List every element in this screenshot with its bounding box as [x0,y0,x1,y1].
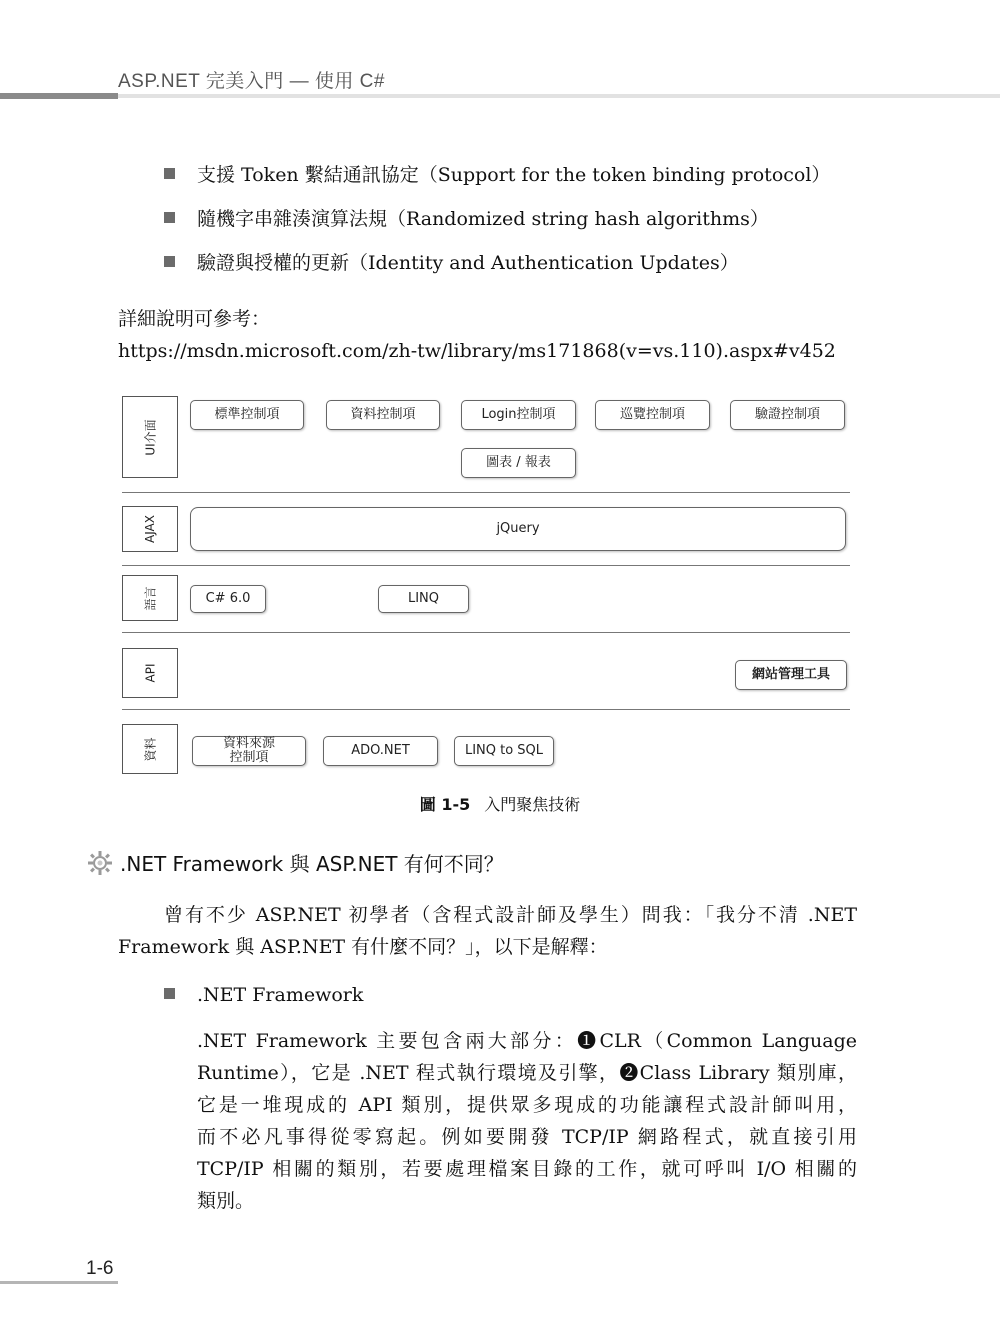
data-box-linq-to-sql: LINQ to SQL [454,736,554,766]
layer-label-ui: UI介面 [122,396,178,478]
body-line: .NET Framework 主要包含兩大部分：❶CLR（Common Language [197,1030,857,1052]
square-bullet-icon [164,988,175,999]
layer-label-language: 語言 [122,575,178,621]
square-bullet-icon [164,168,175,179]
ui-box-data-controls: 資料控制項 [326,400,440,430]
layer-separator [122,709,850,710]
header-bar-accent [0,93,118,99]
technology-stack-diagram [122,396,850,776]
body-line: 它是一堆現成的 API 類別，提供眾多現成的功能讓程式設計師叫用， [197,1094,857,1116]
figure-number: 圖 1-5 [419,795,471,814]
intro-line: 曾有不少 ASP.NET 初學者（含程式設計師及學生）問我：「我分不清 .NET [164,904,857,926]
square-bullet-icon [164,256,175,267]
data-box-line: 資料來源 [222,736,275,751]
body-line: TCP/IP 相關的類別，若要處理檔案目錄的工作，就可呼叫 I/O 相關的 [197,1158,857,1180]
ui-box-navigation-controls: 巡覽控制項 [595,400,710,430]
lang-box-linq: LINQ [378,585,469,613]
intro-line: Framework 與 ASP.NET 有什麼不同？」，以下是解釋： [118,936,608,958]
ui-box-standard-controls: 標準控制項 [190,400,304,430]
layer-label-ajax: AJAX [122,506,178,552]
layer-separator [122,492,850,493]
ui-box-login-controls: Login控制項 [461,400,576,430]
layer-label-data: 資料 [122,724,178,774]
detail-url-link[interactable]: https://msdn.microsoft.com/zh-tw/library/ms171868(v=vs.110).aspx#v452 [118,340,836,362]
body-line: 類別。 [197,1190,255,1212]
bullet-text: 隨機字串雜湊演算法規（Randomized string hash algorithms） [197,208,769,230]
api-box-site-admin-tool: 網站管理工具 [735,660,847,690]
bullet-text: 驗證與授權的更新（Identity and Authentication Updates） [197,252,739,274]
data-box-adonet: ADO.NET [323,736,438,766]
bullet-item [164,204,769,231]
body-line: Runtime），它是 .NET 程式執行環境及引擎，❷Class Library 類別庫， [197,1062,857,1084]
ui-box-charts-reports: 圖表 / 報表 [461,448,576,478]
figure-caption-text: 入門聚焦技術 [484,795,581,814]
figure-caption [0,792,1000,815]
layer-separator [122,565,850,566]
ajax-box-jquery: jQuery [190,507,846,551]
body-line: 而不必凡事得從零寫起。例如要開發 TCP/IP 網路程式，就直接引用 [197,1126,857,1148]
lang-box-csharp: C# 6.0 [190,585,266,613]
gear-icon [86,849,114,877]
page-number: 1-6 [86,1258,114,1279]
bullet-text: 支援 Token 繫結通訊協定（Support for the token binding protocol） [197,164,831,186]
subsection-title: .NET Framework [197,984,364,1006]
bullet-item [164,248,739,275]
ui-box-validation-controls: 驗證控制項 [730,400,845,430]
running-header-title: ASP.NET 完美入門 — 使用 C# [118,71,385,92]
layer-label-api: API [122,648,178,698]
subsection-bullet [164,984,363,1006]
detail-label: 詳細說明可參考： [118,308,271,330]
square-bullet-icon [164,212,175,223]
footer-bar [0,1281,118,1284]
data-box-line: 控制項 [229,750,269,765]
section-heading [86,848,504,877]
layer-separator [122,632,850,633]
data-box-datasource-controls [192,736,306,766]
section-heading-text: .NET Framework 與 ASP.NET 有何不同？ [120,852,504,876]
bullet-item [164,160,830,187]
header-bar-rule [118,94,1000,98]
